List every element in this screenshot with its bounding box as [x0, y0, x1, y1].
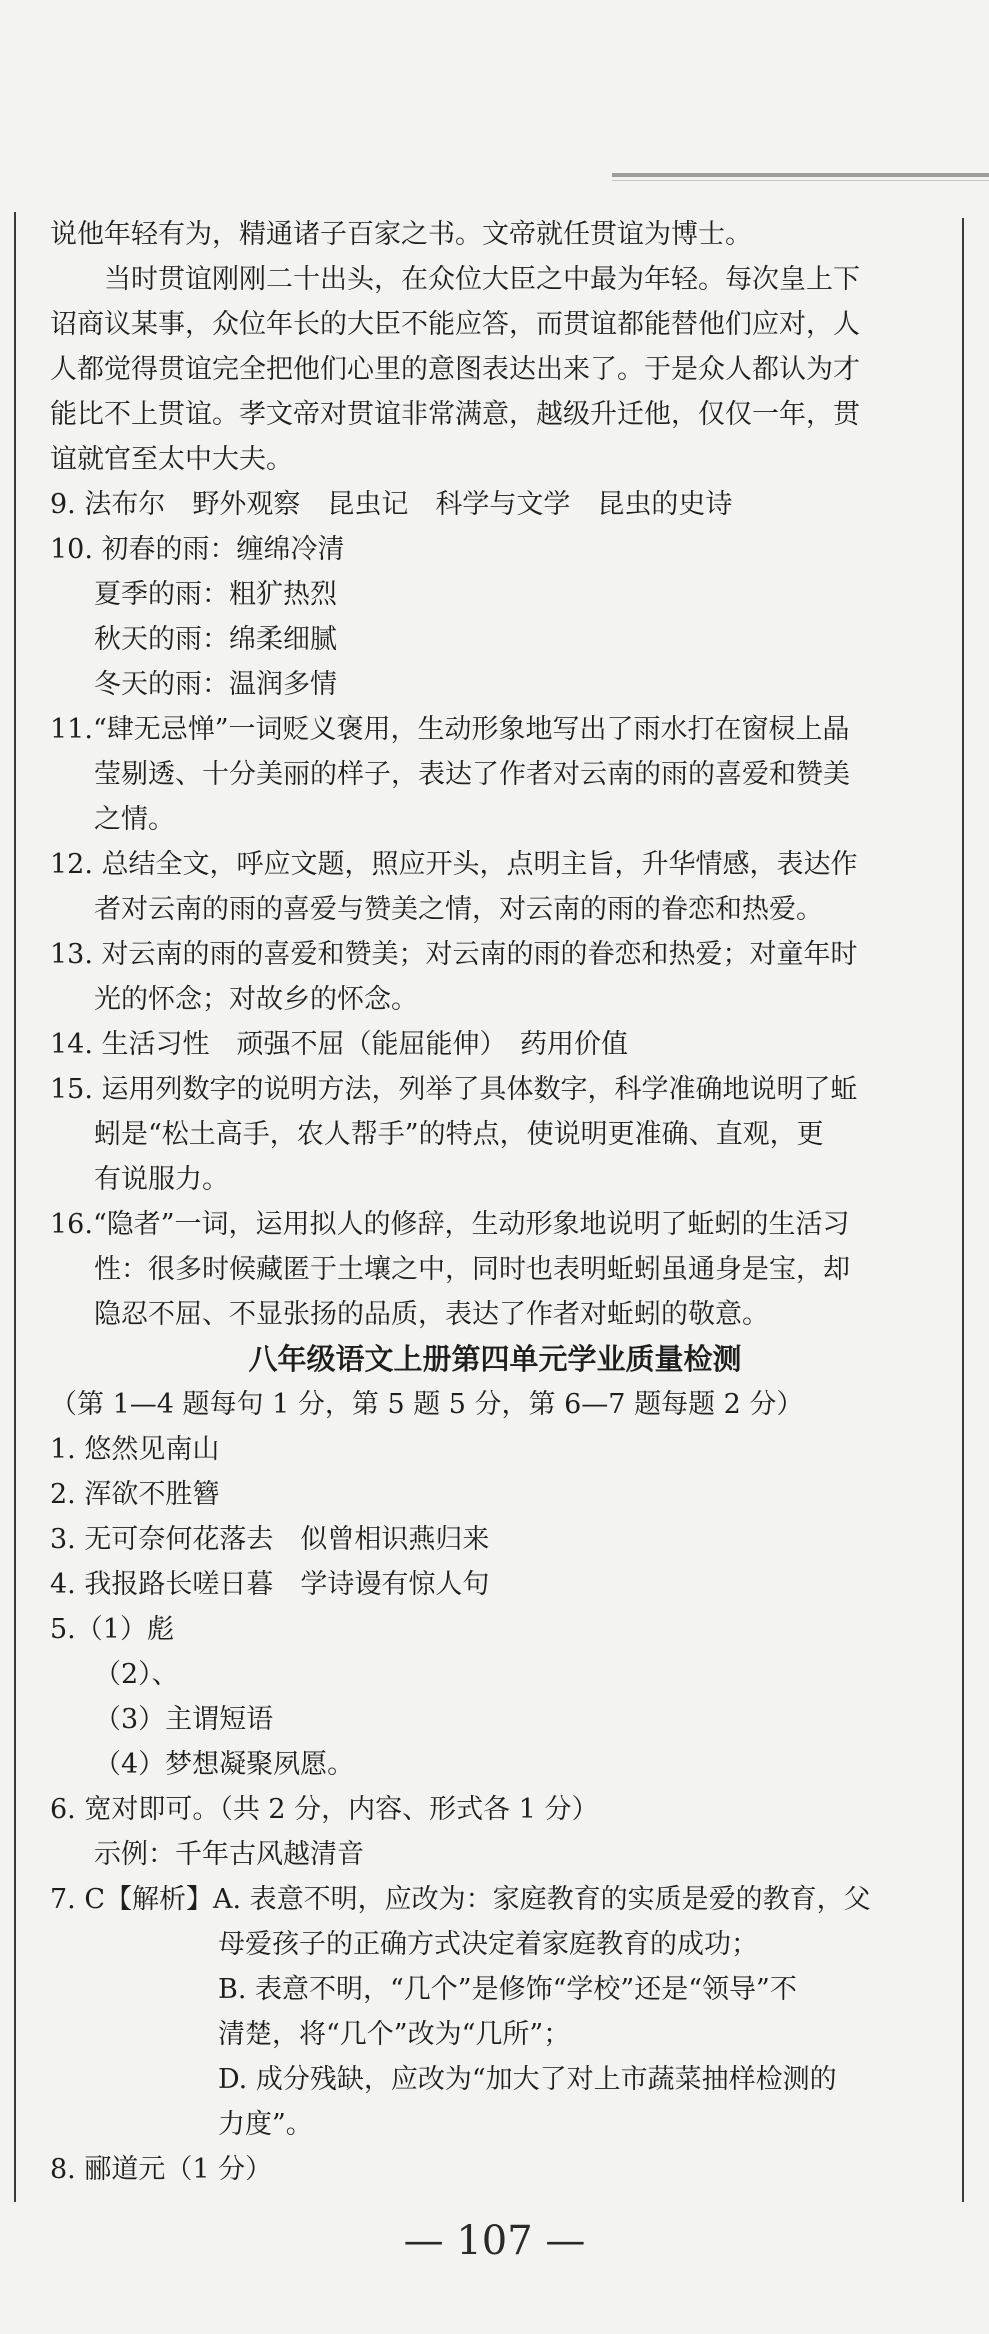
section-title: 八年级语文上册第四单元学业质量检测 [248, 1342, 742, 1376]
text-line: 1. 悠然见南山 [50, 1434, 220, 1465]
text-line: 12. 总结全文，呼应文题，照应开头，点明主旨，升华情感，表达作 [50, 849, 858, 880]
text-line: 母爱孩子的正确方式决定着家庭教育的成功； [218, 1929, 758, 1960]
text-line: 6. 宽对即可。（共 2 分，内容、形式各 1 分） [50, 1794, 599, 1825]
text-line: 示例：千年古风越清音 [94, 1839, 364, 1870]
text-line: 隐忍不屈、不显张扬的品质，表达了作者对蚯蚓的敬意。 [94, 1299, 769, 1330]
page-number: — 107 — [403, 2218, 586, 2264]
text-line: 5.（1）彪 [50, 1614, 174, 1645]
text-line: 性：很多时候藏匿于土壤之中，同时也表明蚯蚓虽通身是宝，却 [94, 1254, 850, 1285]
text-line: 能比不上贯谊。孝文帝对贯谊非常满意，越级升迁他，仅仅一年，贯 [50, 399, 860, 430]
text-line: 13. 对云南的雨的喜爱和赞美；对云南的雨的眷恋和热爱；对童年时 [50, 939, 858, 970]
text-line: （第 1—4 题每句 1 分，第 5 题 5 分，第 6—7 题每题 2 分） [50, 1389, 804, 1420]
text-line: 15. 运用列数字的说明方法，列举了具体数字，科学准确地说明了蚯 [50, 1074, 858, 1105]
text-line: 人都觉得贯谊完全把他们心里的意图表达出来了。于是众人都认为才 [50, 354, 860, 385]
text-line: 冬天的雨：温润多情 [94, 669, 337, 700]
text-line: 蚓是“松土高手，农人帮手”的特点，使说明更准确、直观，更 [94, 1119, 824, 1150]
text-line: （4）梦想凝聚夙愿。 [94, 1749, 355, 1780]
text-line: 光的怀念；对故乡的怀念。 [94, 984, 418, 1015]
text-line: 3. 无可奈何花落去 似曾相识燕归来 [50, 1524, 490, 1555]
text-line: 8. 郦道元（1 分） [50, 2154, 273, 2185]
text-line: 夏季的雨：粗犷热烈 [94, 579, 337, 610]
text-line: 2. 浑欲不胜簪 [50, 1479, 220, 1510]
text-line: 说他年轻有为，精通诸子百家之书。文帝就任贯谊为博士。 [50, 219, 752, 250]
text-line: B. 表意不明，“几个”是修饰“学校”还是“领导”不 [218, 1974, 797, 2005]
text-line: 当时贯谊刚刚二十出头，在众位大臣之中最为年轻。每次皇上下 [104, 264, 860, 295]
header-rule-thin [612, 180, 989, 181]
text-line: D. 成分残缺，应改为“加大了对上市蔬菜抽样检测的 [218, 2064, 837, 2095]
text-line: 秋天的雨：绵柔细腻 [94, 624, 337, 655]
text-line: （2）、 [94, 1659, 179, 1690]
text-line: 16.“隐者”一词，运用拟人的修辞，生动形象地说明了蚯蚓的生活习 [50, 1209, 850, 1240]
text-line: （3）主谓短语 [94, 1704, 274, 1735]
text-line: 诏商议某事，众位年长的大臣不能应答，而贯谊都能替他们应对，人 [50, 309, 860, 340]
answer-text-body [50, 212, 940, 2192]
text-line: 11.“肆无忌惮”一词贬义褒用，生动形象地写出了雨水打在窗棂上晶 [50, 714, 850, 745]
text-line: 14. 生活习性 顽强不屈（能屈能伸） 药用价值 [50, 1029, 629, 1060]
header-rule [612, 173, 989, 177]
text-line: 4. 我报路长嗟日暮 学诗谩有惊人句 [50, 1569, 490, 1600]
right-margin-line [962, 218, 964, 2202]
text-line: 谊就官至太中大夫。 [50, 444, 293, 475]
text-line: 之情。 [94, 804, 175, 835]
text-line: 者对云南的雨的喜爱与赞美之情，对云南的雨的眷恋和热爱。 [94, 894, 823, 925]
text-line: 有说服力。 [94, 1164, 229, 1195]
text-line: 莹剔透、十分美丽的样子，表达了作者对云南的雨的喜爱和赞美 [94, 759, 850, 790]
text-line: 9. 法布尔 野外观察 昆虫记 科学与文学 昆虫的史诗 [50, 489, 733, 520]
text-line: 7. C【解析】A. 表意不明，应改为：家庭教育的实质是爱的教育，父 [50, 1884, 871, 1915]
text-line: 清楚，将“几个”改为“几所”； [218, 2019, 571, 2050]
text-line: 10. 初春的雨：缠绵冷清 [50, 534, 345, 565]
text-line: 力度”。 [218, 2109, 313, 2140]
left-margin-line [14, 212, 16, 2202]
